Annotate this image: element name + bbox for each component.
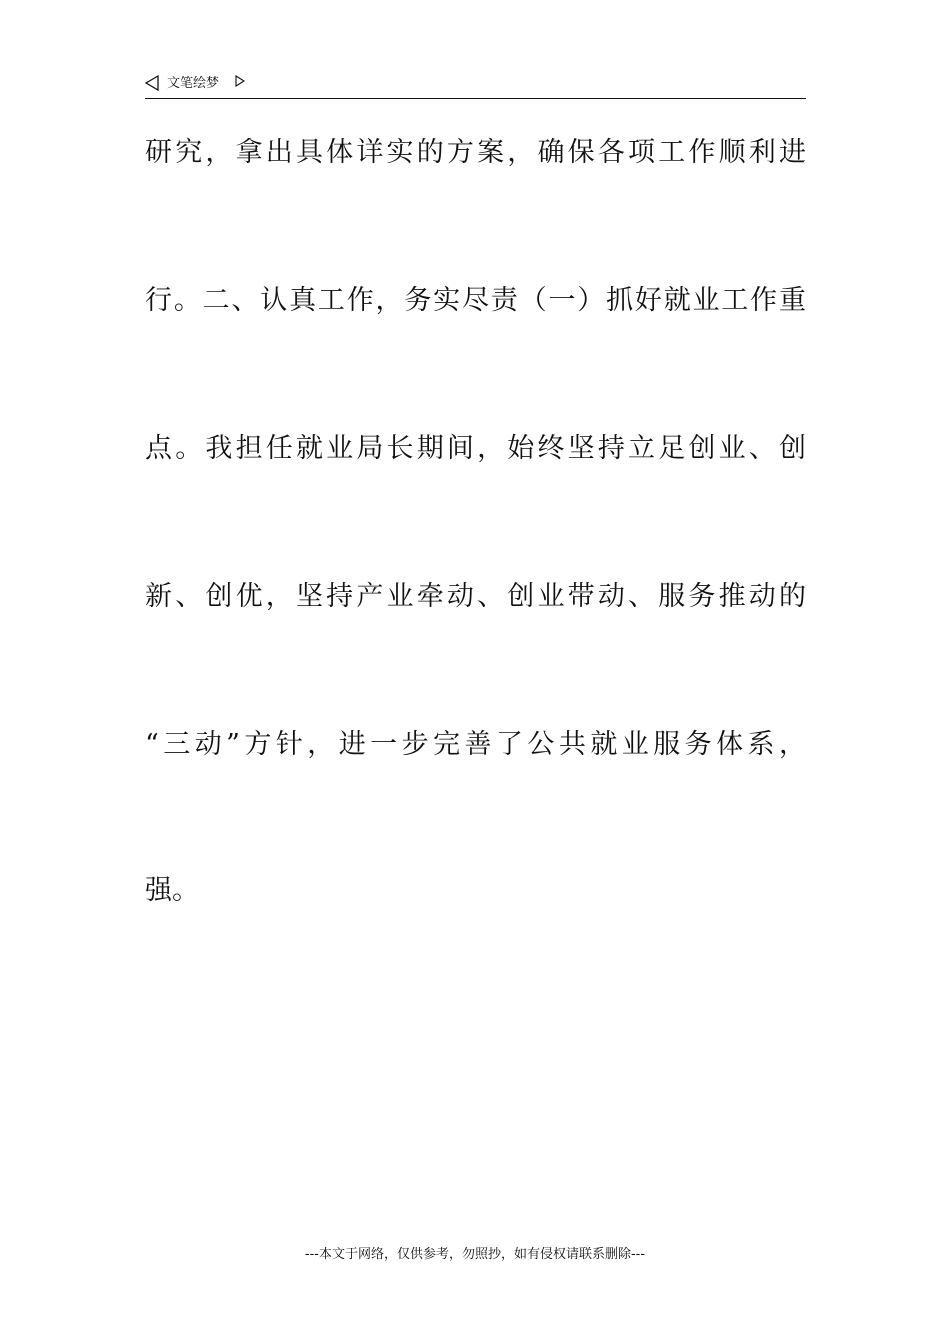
page-header <box>145 72 806 99</box>
left-triangle-icon <box>145 75 159 91</box>
body-text-line-6: 强。 <box>145 875 199 906</box>
body-text-line-5: “三动”方针，进一步完善了公共就业服务体系， <box>145 729 806 760</box>
page-footer: ---本文于网络，仅供参考，勿照抄，如有侵权请联系删除--- <box>304 1247 646 1262</box>
body-text-line-4: 新、创优，坚持产业牵动、创业带动、服务推动的 <box>145 581 806 612</box>
body-text-line-2: 行。二、认真工作，务实尽责（一）抓好就业工作重 <box>145 285 806 316</box>
header-title: 文笔绘梦 <box>167 76 220 91</box>
body-text-line-1: 研究，拿出具体详实的方案，确保各项工作顺利进 <box>145 137 806 168</box>
body-text-line-3: 点。我担任就业局长期间，始终坚持立足创业、创 <box>145 433 806 464</box>
right-triangle-icon <box>235 75 245 87</box>
